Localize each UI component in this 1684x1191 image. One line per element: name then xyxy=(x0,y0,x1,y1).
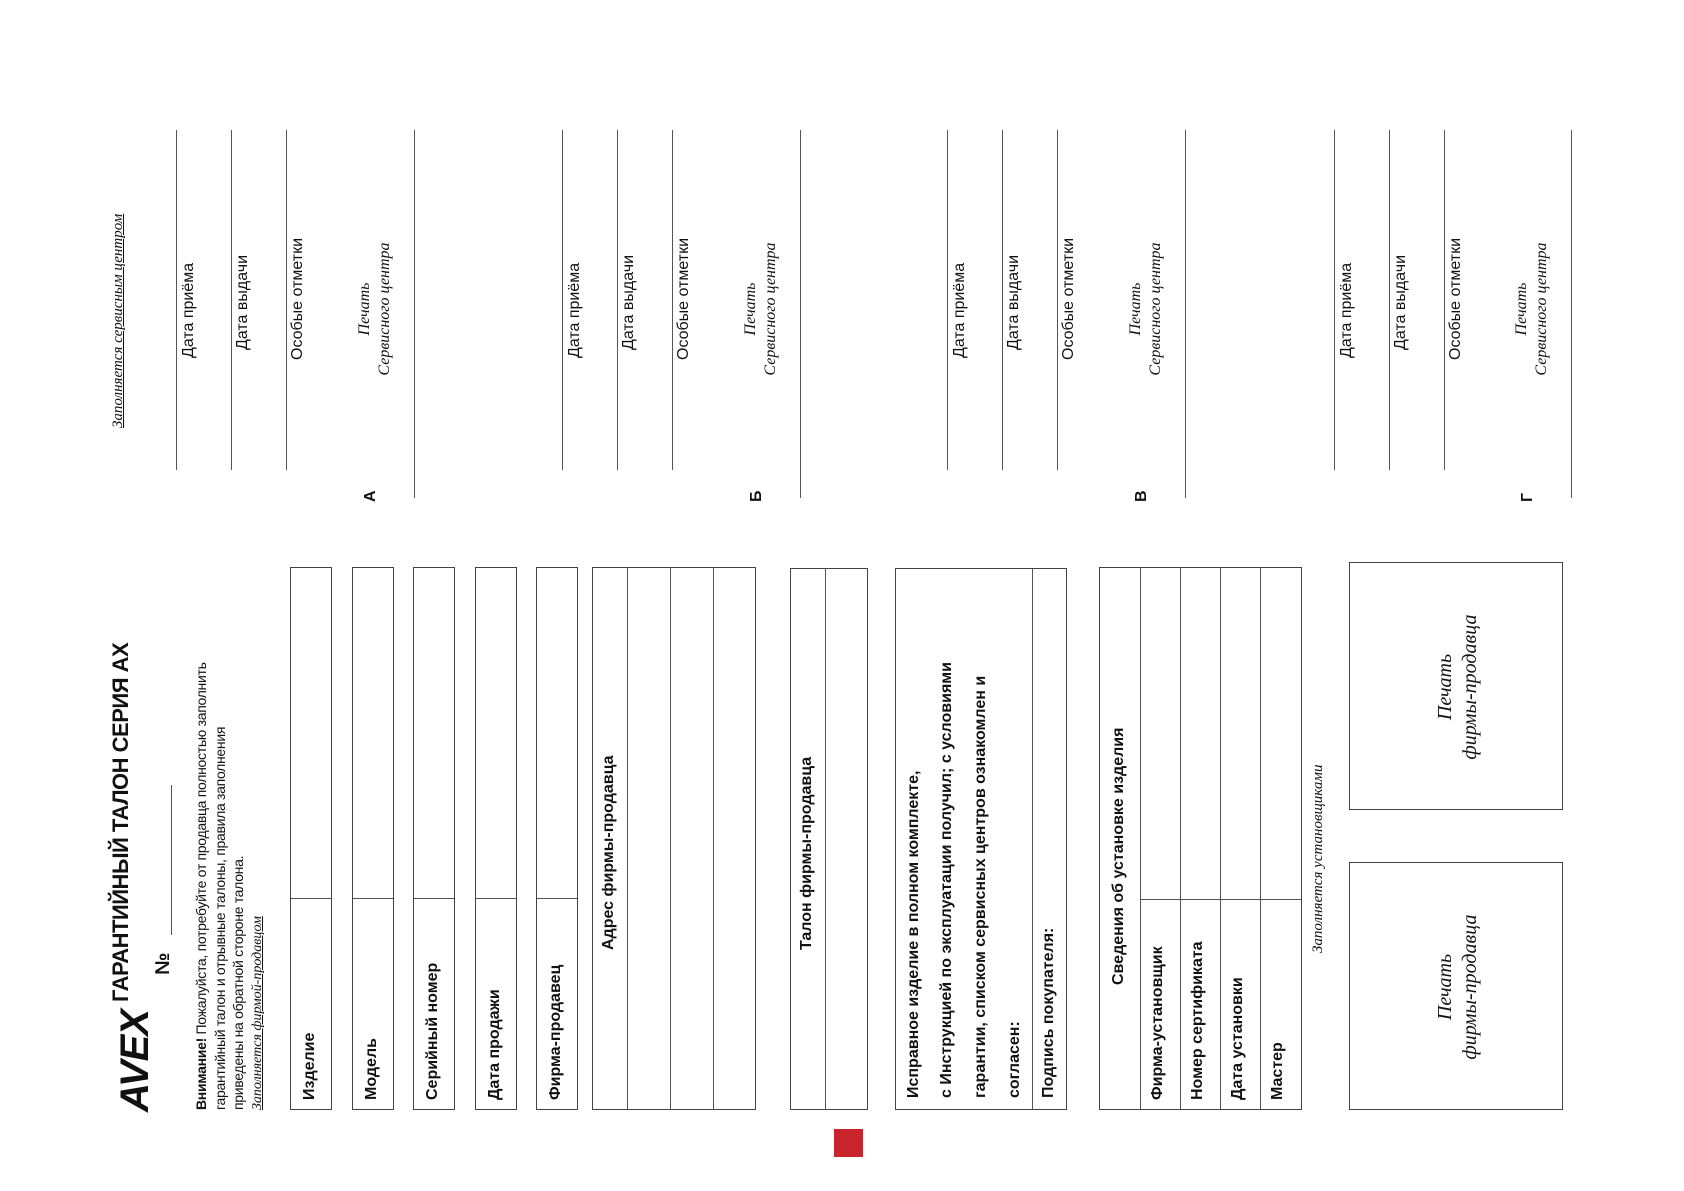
seller-coupon-label: Талон фирмы-продавца xyxy=(798,756,815,950)
agreement-line1: Исправное изделие в полном комплекте, xyxy=(905,770,922,1098)
coupon-a-letter: А xyxy=(362,490,379,502)
filled-by-seller: Заполняется фирмой-продавцом xyxy=(250,916,265,1110)
seller-address-label: Адрес фирмы-продавца xyxy=(600,755,617,950)
coupon-a-issued: Дата выдачи xyxy=(234,254,251,350)
filled-by-service: Заполняется сервисным центром xyxy=(110,213,126,428)
field-seller-label: Фирма-продавец xyxy=(547,964,564,1100)
coupon-g-stamp-line2: Сервисного центра xyxy=(1533,242,1550,376)
notice-line3: приведены на обратной стороне талона. xyxy=(230,855,246,1110)
coupon-v-letter: В xyxy=(1133,490,1150,502)
coupon-a-received: Дата приёма xyxy=(180,262,197,358)
coupon-b-received: Дата приёма xyxy=(566,262,583,358)
avex-logo: AVEX xyxy=(113,1010,157,1112)
coupon-v-received: Дата приёма xyxy=(951,262,968,358)
seller-stamp-2 xyxy=(1433,612,1483,762)
coupon-b-letter: Б xyxy=(748,490,765,502)
coupon-v-stamp-line1: Печать xyxy=(1127,282,1144,336)
field-sale-date-label: Дата продажи xyxy=(486,989,503,1100)
field-serial-label: Серийный номер xyxy=(424,962,441,1100)
seller-stamp-1-line2: фирмы-продавца xyxy=(1459,914,1481,1060)
agreement-line3: гарантии, списком сервисных центров ознакомлен и xyxy=(972,675,989,1098)
certificate-number-label: Номер сертификата xyxy=(1189,941,1206,1100)
number-line xyxy=(171,785,172,935)
coupon-v-stamp xyxy=(1126,234,1166,384)
warranty-title: ГАРАНТИЙНЫЙ ТАЛОН СЕРИЯ АХ xyxy=(108,642,133,1002)
number-label: № xyxy=(152,952,174,975)
agreement-line4: согласен: xyxy=(1006,1021,1023,1098)
field-model[interactable] xyxy=(352,567,394,1110)
coupon-a-notes: Особые отметки xyxy=(289,237,306,360)
seller-stamp-1 xyxy=(1433,912,1483,1062)
coupon-g-stamp xyxy=(1512,234,1552,384)
coupon-b-issued: Дата выдачи xyxy=(620,254,637,350)
master-label: Мастер xyxy=(1269,1042,1286,1100)
coupon-g-stamp-line1: Печать xyxy=(1513,282,1530,336)
coupon-v-stamp-line2: Сервисного центра xyxy=(1147,242,1164,376)
notice-text: Пожалуйста, потребуйте от продавца полностью заполнить xyxy=(193,662,209,1039)
seller-stamp-2-line2: фирмы-продавца xyxy=(1459,614,1481,760)
coupon-g-received: Дата приёма xyxy=(1338,262,1355,358)
coupon-g-notes: Особые отметки xyxy=(1447,237,1464,360)
field-product[interactable] xyxy=(290,567,332,1110)
notice-bold: Внимание! xyxy=(193,1038,209,1110)
agreement-line2: с Инструкцией по эксплуатации получил; с условиями xyxy=(938,662,955,1098)
coupon-v-issued: Дата выдачи xyxy=(1005,254,1022,350)
installation-date-label: Дата установки xyxy=(1229,977,1246,1100)
coupon-a-stamp-line1: Печать xyxy=(356,282,373,336)
installer-firm-label: Фирма-установщик xyxy=(1149,946,1166,1100)
field-model-label: Модель xyxy=(363,1038,380,1100)
seller-stamp-2-line1: Печать xyxy=(1434,653,1456,721)
coupon-b-stamp-line1: Печать xyxy=(742,282,759,336)
coupon-v-notes: Особые отметки xyxy=(1060,237,1077,360)
coupon-a-stamp xyxy=(355,234,395,384)
coupon-a-stamp-line2: Сервисного центра xyxy=(376,242,393,376)
signature-label: Подпись покупателя: xyxy=(1040,927,1057,1098)
field-product-label: Изделие xyxy=(301,1032,318,1100)
seller-stamp-1-line1: Печать xyxy=(1434,953,1456,1021)
coupon-b-stamp-line2: Сервисного центра xyxy=(762,242,779,376)
notice-line2: гарантийный талон и отрывные талоны, правила заполнения xyxy=(212,726,228,1110)
coupon-g-letter: Г xyxy=(1519,492,1536,502)
red-marker xyxy=(834,1129,863,1157)
coupon-b-notes: Особые отметки xyxy=(675,237,692,360)
coupon-g-issued: Дата выдачи xyxy=(1392,254,1409,350)
coupon-b-stamp xyxy=(741,234,781,384)
installation-title: Сведения об установке изделия xyxy=(1110,727,1127,985)
notice-line1 xyxy=(193,662,209,1110)
filled-by-installers: Заполняется установщиками xyxy=(1310,764,1326,953)
